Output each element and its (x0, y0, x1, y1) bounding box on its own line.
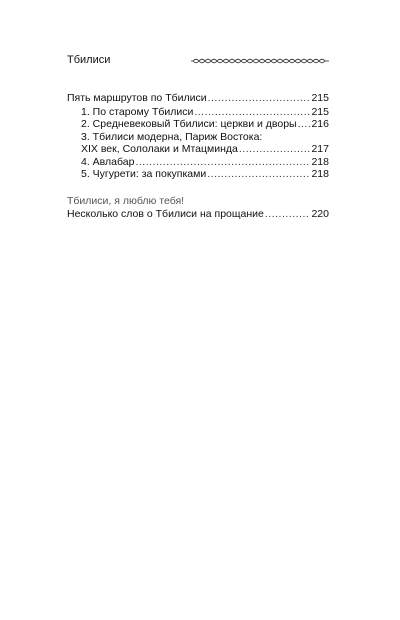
toc-entry-part1[interactable] (67, 92, 329, 105)
toc-page-number: 216 (311, 118, 329, 130)
toc-entry-label: 1. По старому Тбилиси (81, 105, 194, 118)
toc-entry-route-3-line1[interactable]: 3. Тбилиси модерна, Париж Востока: (81, 130, 263, 143)
toc-entry-route-4[interactable] (67, 156, 329, 169)
section-spacer (67, 181, 329, 195)
dot-leader (239, 143, 311, 156)
toc-page-number: 218 (311, 168, 329, 180)
toc-entry-farewell[interactable] (67, 208, 329, 221)
toc-entry-label: 5. Чугурети: за покупками (81, 168, 207, 180)
dot-leader (194, 106, 310, 119)
toc-entry-route-5[interactable] (67, 168, 329, 181)
toc-page-number: 217 (311, 143, 329, 155)
toc-page-number: 215 (311, 105, 329, 118)
toc-page-number: 215 (311, 92, 329, 104)
header-title: Тбилиси (67, 54, 111, 66)
toc-page-number: 220 (311, 207, 329, 220)
toc-entry-label: 2. Средневековый Тбилиси: церкви и дворы (81, 118, 297, 130)
section-title[interactable]: Тбилиси, я люблю тебя! (67, 194, 185, 207)
dot-leader (298, 118, 311, 131)
dot-leader (207, 168, 310, 181)
toc-entry-route-3[interactable] (67, 143, 329, 156)
toc-entry-route-2[interactable] (67, 118, 329, 131)
toc-page-number: 218 (311, 155, 329, 168)
dot-leader (135, 156, 310, 169)
dot-leader (208, 92, 311, 105)
toc-entry-label: XIX век, Сололаки и Мтацминда (81, 143, 238, 155)
dot-leader (265, 208, 311, 221)
toc-entry-label: Пять маршрутов по Тбилиси (67, 92, 207, 104)
page-header (67, 54, 329, 68)
table-of-contents (67, 92, 329, 220)
toc-entry-label: 4. Авлабар (81, 155, 135, 168)
toc-entry-route-1[interactable] (67, 106, 329, 119)
toc-entry-label: Несколько слов о Тбилиси на прощание (67, 207, 264, 220)
braid-ornament-icon (191, 57, 329, 65)
